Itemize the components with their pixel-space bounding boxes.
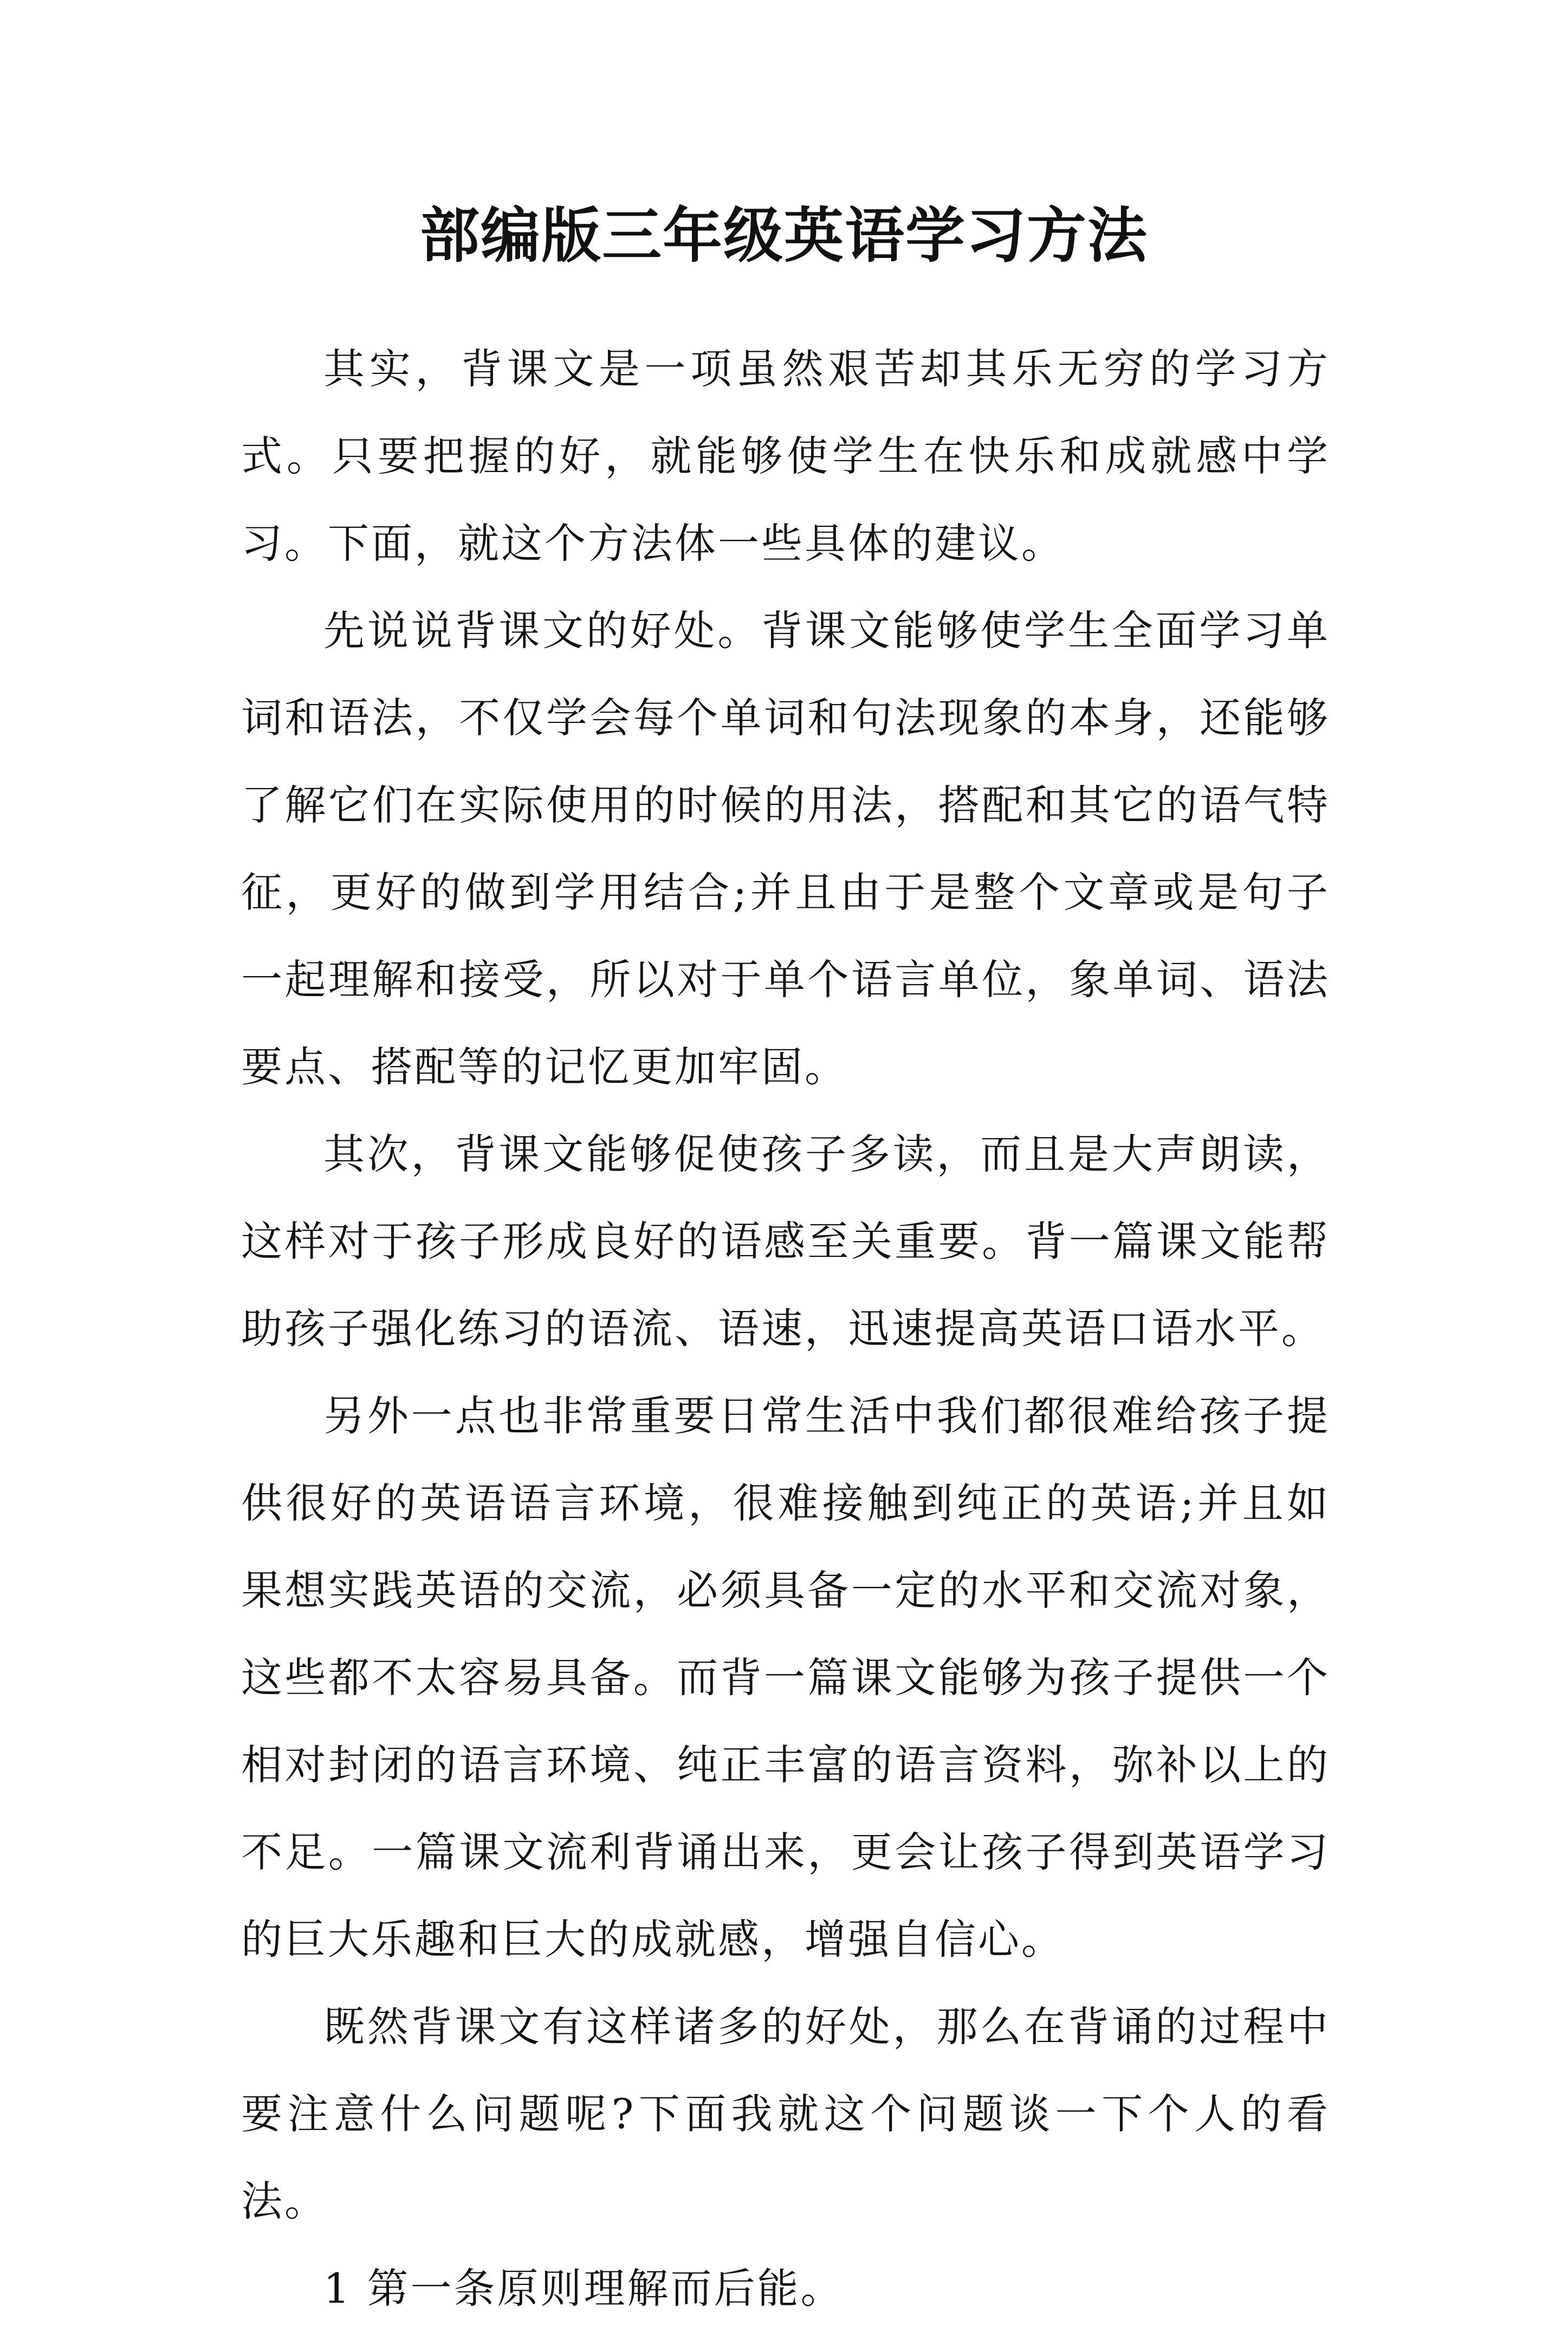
paragraph-reading-aloud: 其次，背课文能够促使孩子多读，而且是大声朗读，这样对于孩子形成良好的语感至关重要。背一篇课文能帮助孩子强化练习的语流、语速，迅速提高英语口语水平。: [241, 1130, 1330, 1353]
paragraph-benefits: 先说说背课文的好处。背课文能够使学生全面学习单词和语法，不仅学会每个单词和句法现象的本身，还能够了解它们在实际使用的时候的用法，搭配和其它的语气特征，更好的做到学用结合;并且由于是整个文章或是句子一起理解和接受，所以对于单个语言单位，象单词、语法要点、搭配等的记忆更加牢固。: [241, 606, 1330, 1091]
paragraph-language-environment: 另外一点也非常重要日常生活中我们都很难给孩子提供很好的英语语言环境，很难接触到纯正的英语;并且如果想实践英语的交流，必须具备一定的水平和交流对象，这些都不太容易具备。而背一篇课文能够为孩子提供一个相对封闭的语言环境、纯正丰富的语言资料，弥补以上的不足。一篇课文流利背诵出来，更会让孩子得到英语学习的巨大乐趣和巨大的成就感，增强自信心。: [241, 1392, 1330, 1963]
paragraph-principle-1: 1 第一条原则理解而后能。: [323, 2264, 844, 2312]
paragraph-intro: 其实，背课文是一项虽然艰苦却其乐无穷的学习方式。只要把握的好，就能够使学生在快乐和成就感中学习。下面，就这个方法体一些具体的建议。: [241, 345, 1330, 567]
document-title: 部编版三年级英语学习方法: [420, 201, 1148, 270]
document-body: [241, 325, 1330, 2332]
paragraph-question: 既然背课文有这样诸多的好处，那么在背诵的过程中要注意什么问题呢?下面我就这个问题谈一下个人的看法。: [241, 2002, 1330, 2225]
